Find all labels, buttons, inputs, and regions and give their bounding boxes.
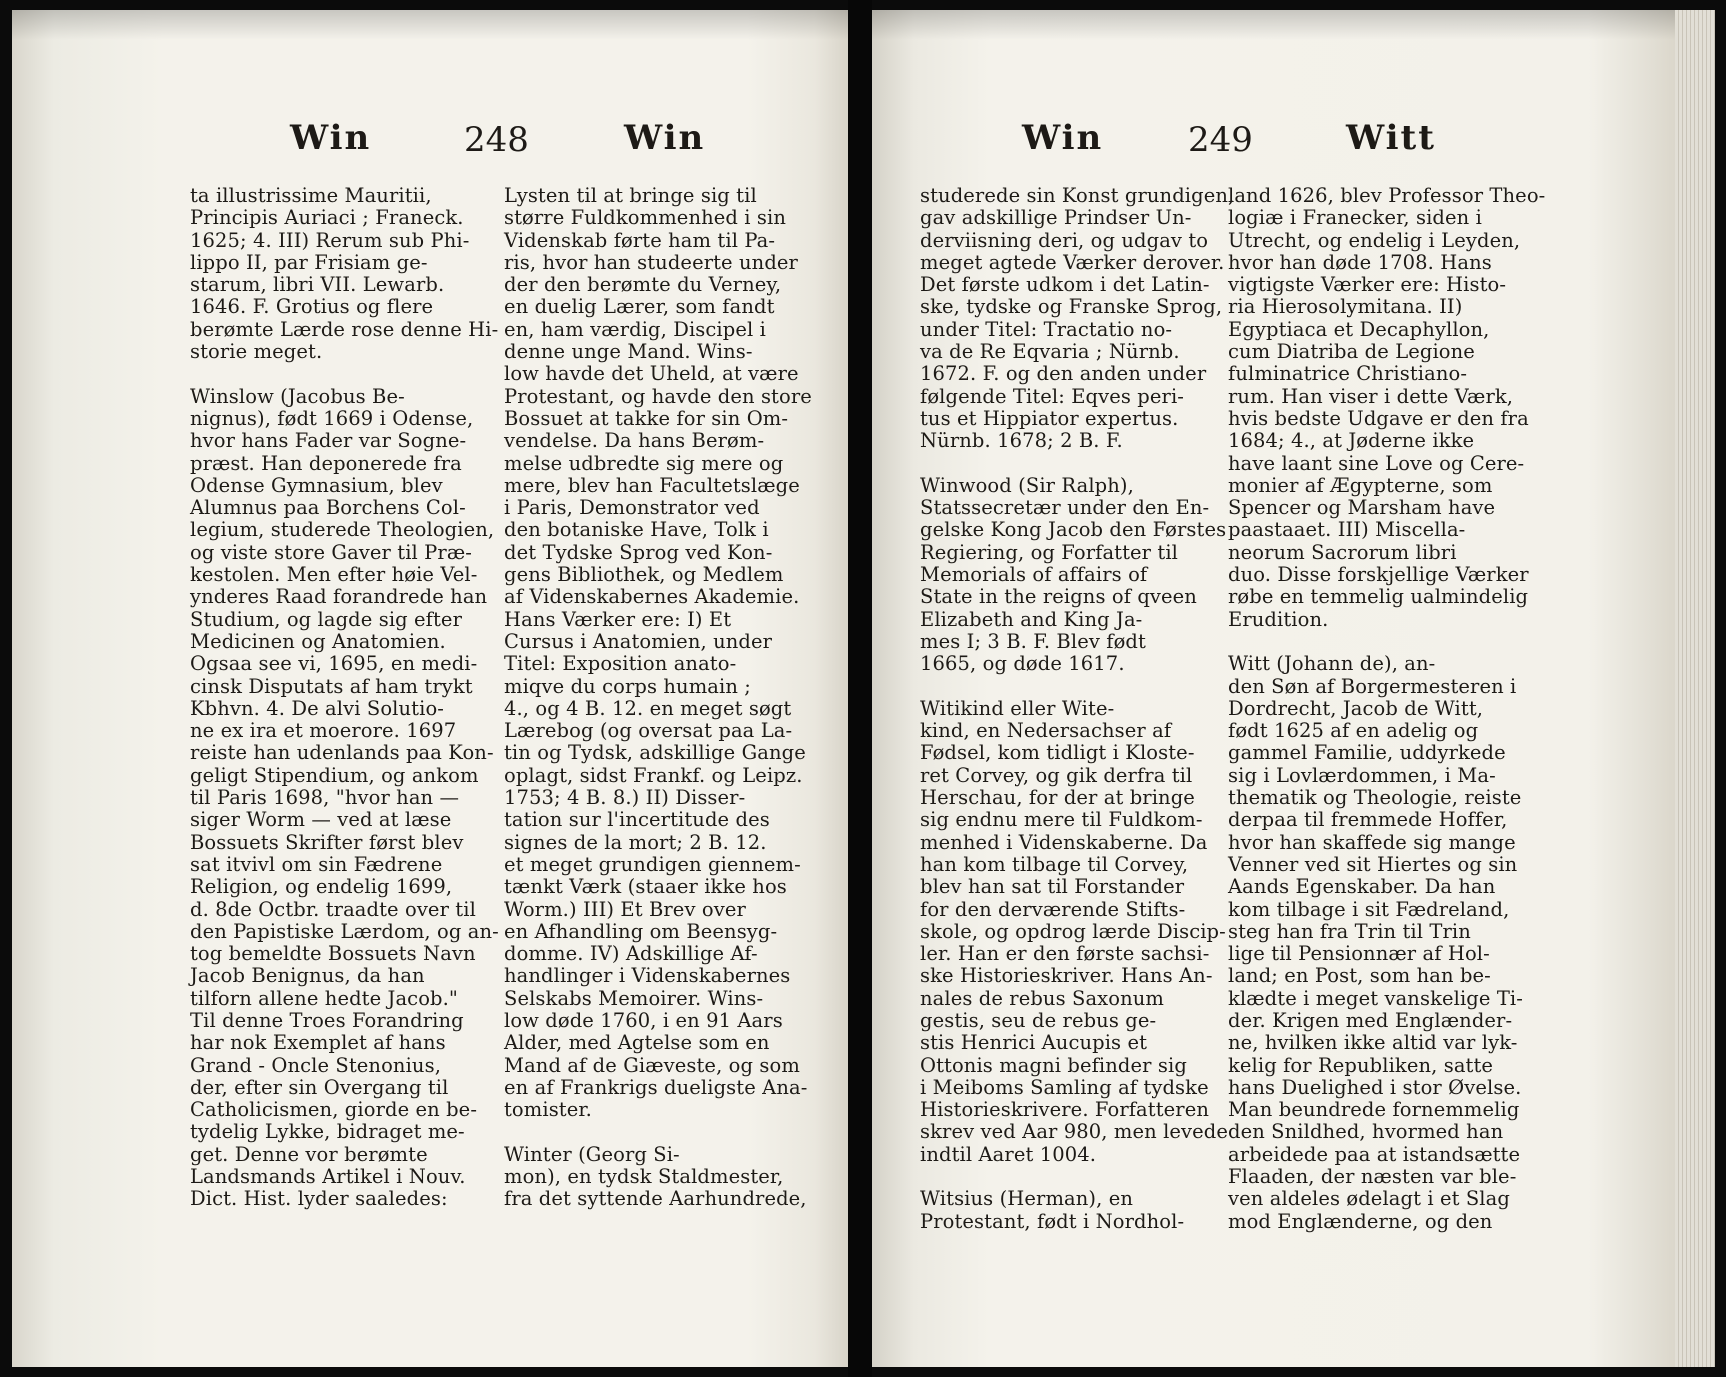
text-line: mes I; 3 B. F. Blev født <box>920 629 1146 653</box>
text-line: ret Corvey, og gik derfra til <box>920 763 1193 787</box>
text-line: Selskabs Memoirer. Wins- <box>504 986 764 1010</box>
text-line: for den derværende Stifts- <box>920 897 1186 921</box>
text-line: Man beundrede fornemmelig <box>1228 1098 1520 1122</box>
text-line: Historieskrivere. Forfatteren <box>920 1098 1210 1122</box>
text-line: lige til Pensionnær af Hol- <box>1228 942 1490 966</box>
text-line: ven aldeles ødelagt i et Slag <box>1228 1187 1510 1211</box>
text-line: gav adskillige Prindser Un- <box>920 206 1192 230</box>
text-column-left <box>920 185 1234 1233</box>
text-line: større Fuldkommenhed i sin <box>504 206 787 230</box>
text-line: fulminatrice Christiano- <box>1228 362 1468 386</box>
text-line: Utrecht, og endelig i Leyden, <box>1228 228 1521 252</box>
text-line: Hans Værker ere: I) Et <box>504 607 732 631</box>
text-line: en Afhandling om Beensyg- <box>504 919 778 943</box>
left-page <box>12 10 848 1367</box>
text-line: ria Hierosolymitana. II) <box>1228 295 1463 319</box>
text-line: cum Diatriba de Legione <box>1228 340 1475 364</box>
text-line: i Paris, Demonstrator ved <box>504 496 760 520</box>
text-line: Titel: Exposition anato- <box>504 652 737 676</box>
text-line: indtil Aaret 1004. <box>920 1142 1097 1166</box>
text-line: steg han fra Trin til Trin <box>1228 919 1471 943</box>
text-line: Bossuet at takke for sin Om- <box>504 406 789 430</box>
text-line: Grand - Oncle Stenonius, <box>190 1053 441 1077</box>
text-line: Cursus i Anatomien, under <box>504 629 773 653</box>
text-line: Worm.) III) Et Brev over <box>504 897 746 921</box>
text-line: fra det syttende Aarhundrede, <box>504 1187 807 1211</box>
text-line: den Papistiske Lærdom, og an- <box>190 919 499 943</box>
text-line: Statssecretær under den En- <box>920 496 1210 520</box>
text-line: den botaniske Have, Tolk i <box>504 518 769 542</box>
text-line: Religion, og endelig 1699, <box>190 875 453 899</box>
text-line: thematik og Theologie, reiste <box>1228 786 1522 810</box>
text-line: et meget grundigen giennem- <box>504 852 801 876</box>
text-line: kind, en Nedersachser af <box>920 719 1172 743</box>
text-line: tilforn allene hedte Jacob." <box>190 986 458 1010</box>
text-line: ler. Han er den første sachsi- <box>920 942 1210 966</box>
text-line: paastaaet. III) Miscella- <box>1228 518 1466 542</box>
text-line: studerede sin Konst grundigen, <box>920 184 1235 207</box>
text-line: hvis bedste Udgave er den fra <box>1228 406 1529 430</box>
text-line: Flaaden, der næsten var ble- <box>1228 1165 1517 1189</box>
text-line: tation sur l'incertitude des <box>504 808 770 832</box>
text-line: Dordrecht, Jacob de Witt, <box>1228 696 1484 720</box>
text-line: der den berømte du Verney, <box>504 273 782 297</box>
text-line: under Titel: Tractatio no- <box>920 317 1173 341</box>
text-line: Alder, med Agtelse som en <box>504 1031 770 1055</box>
text-line: Witt (Johann de), an- <box>1228 652 1436 676</box>
text-line: have laant sine Love og Cere- <box>1228 451 1525 475</box>
text-line: Ottonis magni befinder sig <box>920 1053 1187 1077</box>
text-line: low døde 1760, i en 91 Aars <box>504 1008 783 1032</box>
right-page <box>872 10 1715 1367</box>
text-line: Studium, og lagde sig efter <box>190 607 462 631</box>
text-line: Regiering, og Forfatter til <box>920 540 1179 564</box>
text-line: 4., og 4 B. 12. en meget søgt <box>504 696 792 720</box>
text-line: siger Worm — ved at læse <box>190 808 452 832</box>
text-line: menhed i Videnskaberne. Da <box>920 830 1208 854</box>
text-line: 1665, og døde 1617. <box>920 652 1125 676</box>
text-line: i Meiboms Samling af tydske <box>920 1075 1209 1099</box>
text-line: get. Denne vor berømte <box>190 1142 428 1166</box>
text-line: skole, og opdrog lærde Discip- <box>920 919 1226 943</box>
text-line: Spencer og Marsham have <box>1228 496 1496 520</box>
text-line: Medicinen og Anatomien. <box>190 629 446 653</box>
text-line: tydelig Lykke, bidraget me- <box>190 1120 465 1144</box>
text-line: gammel Familie, uddyrkede <box>1228 741 1506 765</box>
text-line: 1753; 4 B. 8.) II) Disser- <box>504 786 746 810</box>
page-number: 249 <box>1188 120 1253 160</box>
text-line: Bossuets Skrifter først blev <box>190 830 464 854</box>
text-line: Dict. Hist. lyder saaledes: <box>190 1187 448 1211</box>
page-shadow <box>12 10 848 40</box>
running-head-left: Win <box>290 118 372 158</box>
text-line: ne, hvilken ikke altid var lyk- <box>1228 1031 1518 1055</box>
text-line: lippo II, par Frisiam ge- <box>190 250 428 274</box>
text-line: sig i Lovlærdommen, i Ma- <box>1228 763 1496 787</box>
text-line: Winwood (Sir Ralph), <box>920 473 1134 497</box>
text-line: en, ham værdig, Discipel i <box>504 317 766 341</box>
text-line: hvor han døde 1708. Hans <box>1228 250 1492 274</box>
text-line: denne unge Mand. Wins- <box>504 340 753 364</box>
text-line <box>190 363 499 385</box>
text-line: Venner ved sit Hiertes og sin <box>1228 852 1518 876</box>
text-column-left <box>190 185 499 1211</box>
text-line: Aands Egenskaber. Da han <box>1228 875 1496 899</box>
text-line: den Snildhed, hvormed han <box>1228 1120 1504 1144</box>
text-line: derviisning deri, og udgav to <box>920 228 1209 252</box>
text-line: arbeidede paa at istandsætte <box>1228 1142 1521 1166</box>
text-line: af Videnskabernes Akademie. <box>504 585 800 609</box>
text-line: Protestant, født i Nordhol- <box>920 1209 1185 1233</box>
text-line: handlinger i Videnskabernes <box>504 964 791 988</box>
text-line: 1646. F. Grotius og flere <box>190 295 434 319</box>
text-line: Herschau, for der at bringe <box>920 786 1195 810</box>
text-line: ske Historieskriver. Hans An- <box>920 964 1213 988</box>
text-line: skrev ved Aar 980, men levede <box>920 1120 1229 1144</box>
text-line: land; en Post, som han be- <box>1228 964 1491 988</box>
text-line: duo. Disse forskjellige Værker <box>1228 563 1529 587</box>
text-line <box>920 1166 1234 1188</box>
text-line: Lysten til at bringe sig til <box>504 184 757 207</box>
text-line: starum, libri VII. Lewarb. <box>190 273 445 297</box>
text-line <box>504 1121 812 1143</box>
text-line: Jacob Benignus, da han <box>190 964 425 988</box>
text-line: Winter (Georg Si- <box>504 1142 680 1166</box>
text-line: ske, tydske og Franske Sprog, <box>920 295 1223 319</box>
text-line: nales de rebus Saxonum <box>920 986 1165 1010</box>
text-line: følgende Titel: Eqves peri- <box>920 384 1184 408</box>
text-line: Witikind eller Wite- <box>920 696 1115 720</box>
text-line: Lærebog (og oversat paa La- <box>504 719 793 743</box>
text-line: født 1625 af en adelig og <box>1228 719 1479 743</box>
text-line: berømte Lærde rose denne Hi- <box>190 317 499 341</box>
text-line: Witsius (Herman), en <box>920 1187 1134 1211</box>
text-line: og viste store Gaver til Præ- <box>190 540 472 564</box>
text-line: mere, blev han Facultetslæge <box>504 473 800 497</box>
text-line: gestis, seu de rebus ge- <box>920 1008 1157 1032</box>
text-line: den Søn af Borgermesteren i <box>1228 674 1517 698</box>
running-head-left: Win <box>1022 118 1104 158</box>
text-line: rum. Han viser i dette Værk, <box>1228 384 1514 408</box>
text-column-right <box>1228 185 1545 1233</box>
text-line: der, efter sin Overgang til <box>190 1075 449 1099</box>
text-line: en af Frankrigs dueligste Ana- <box>504 1075 808 1099</box>
text-line: hvor hans Fader var Sogne- <box>190 429 467 453</box>
text-line: Elizabeth and King Ja- <box>920 607 1143 631</box>
text-line: cinsk Disputats af ham trykt <box>190 674 473 698</box>
text-line <box>1228 631 1545 653</box>
text-line: ne ex ira et moerore. 1697 <box>190 719 457 743</box>
text-line: det Tydske Sprog ved Kon- <box>504 540 773 564</box>
text-line: ynderes Raad forandrede han <box>190 585 488 609</box>
running-head-right: Witt <box>1346 118 1436 158</box>
text-line: 1684; 4., at Jøderne ikke <box>1228 429 1475 453</box>
text-line <box>920 453 1234 475</box>
text-line: mon), en tydsk Staldmester, <box>504 1165 784 1189</box>
text-line: Landsmands Artikel i Nouv. <box>190 1165 466 1189</box>
text-line: tus et Hippiator expertus. <box>920 406 1179 430</box>
text-line: Til denne Troes Forandring <box>190 1008 464 1032</box>
text-line: præst. Han deponerede fra <box>190 451 462 475</box>
text-line: derpaa til fremmede Hoffer, <box>1228 808 1508 832</box>
text-line: Odense Gymnasium, blev <box>190 473 443 497</box>
text-line: low havde det Uheld, at være <box>504 362 799 386</box>
text-line: Videnskab førte ham til Pa- <box>504 228 776 252</box>
text-line: land 1626, blev Professor Theo- <box>1228 184 1546 207</box>
text-line: en duelig Lærer, som fandt <box>504 295 775 319</box>
text-line: hans Duelighed i stor Øvelse. <box>1228 1075 1522 1099</box>
text-line: Ogsaa see vi, 1695, en medi- <box>190 652 478 676</box>
text-line: legium, studerede Theologien, <box>190 518 495 542</box>
text-line: gens Bibliothek, og Medlem <box>504 563 784 587</box>
text-line: han kom tilbage til Corvey, <box>920 852 1189 876</box>
text-line: hvor han skaffede sig mange <box>1228 830 1516 854</box>
text-line: kestolen. Men efter høie Vel- <box>190 563 478 587</box>
text-line: sig endnu mere til Fuldkom- <box>920 808 1203 832</box>
text-line: har nok Exemplet af hans <box>190 1031 446 1055</box>
text-line: meget agtede Værker derover. <box>920 250 1225 274</box>
text-line: Nürnb. 1678; 2 B. F. <box>920 429 1123 453</box>
text-line: Catholicismen, giorde en be- <box>190 1098 478 1122</box>
text-line: nignus), født 1669 i Odense, <box>190 406 474 430</box>
page-edges <box>1675 10 1715 1367</box>
text-line: Det første udkom i det Latin- <box>920 273 1210 297</box>
text-line: storie meget. <box>190 340 323 364</box>
text-line: 1672. F. og den anden under <box>920 362 1207 386</box>
text-line: melse udbredte sig mere og <box>504 451 784 475</box>
text-line: tænkt Værk (staaer ikke hos <box>504 875 787 899</box>
text-line: Alumnus paa Borchens Col- <box>190 496 466 520</box>
text-line: mod Englænderne, og den <box>1228 1209 1493 1233</box>
text-line: State in the reigns of qveen <box>920 585 1197 609</box>
text-line: geligt Stipendium, og ankom <box>190 763 479 787</box>
text-line: Winslow (Jacobus Be- <box>190 384 405 408</box>
page-shadow <box>872 10 1715 40</box>
text-line: domme. IV) Adskillige Af- <box>504 942 758 966</box>
text-line: tomister. <box>504 1098 592 1122</box>
text-line: ris, hvor han studeerte under <box>504 250 798 274</box>
text-line: logiæ i Franecker, siden i <box>1228 206 1482 230</box>
text-line: der. Krigen med Englænder- <box>1228 1008 1513 1032</box>
text-line: Egyptiaca et Decaphyllon, <box>1228 317 1490 341</box>
text-line: tog bemeldte Bossuets Navn <box>190 942 476 966</box>
text-line: 1625; 4. III) Rerum sub Phi- <box>190 228 470 252</box>
text-line: stis Henrici Aucupis et <box>920 1031 1148 1055</box>
text-line: Fødsel, kom tidligt i Kloste- <box>920 741 1195 765</box>
text-line: Principis Auriaci ; Franeck. <box>190 206 464 230</box>
text-line: klædte i meget vanskelige Ti- <box>1228 986 1523 1010</box>
text-line: monier af Ægypterne, som <box>1228 473 1493 497</box>
text-line: kelig for Republiken, satte <box>1228 1053 1494 1077</box>
text-line: til Paris 1698, "hvor han — <box>190 786 460 810</box>
text-line: va de Re Eqvaria ; Nürnb. <box>920 340 1180 364</box>
text-line: sat itvivl om sin Fædrene <box>190 852 443 876</box>
text-line: oplagt, sidst Frankf. og Leipz. <box>504 763 803 787</box>
text-line: Protestant, og havde den store <box>504 384 812 408</box>
text-line: ta illustrissime Mauritii, <box>190 184 432 207</box>
text-line: d. 8de Octbr. traadte over til <box>190 897 476 921</box>
text-line: signes de la mort; 2 B. 12. <box>504 830 767 854</box>
text-line: neorum Sacrorum libri <box>1228 540 1457 564</box>
text-line: Kbhvn. 4. De alvi Solutio- <box>190 696 444 720</box>
page-number: 248 <box>464 120 529 160</box>
text-line: tin og Tydsk, adskillige Gange <box>504 741 806 765</box>
text-line: vigtigste Værker ere: Histo- <box>1228 273 1507 297</box>
text-line: kom tilbage i sit Fædreland, <box>1228 897 1510 921</box>
text-line <box>920 676 1234 698</box>
text-line: blev han sat til Forstander <box>920 875 1185 899</box>
running-head-right: Win <box>624 118 706 158</box>
text-line: miqve du corps humain ; <box>504 674 751 698</box>
text-column-right <box>504 185 812 1211</box>
text-line: Erudition. <box>1228 607 1329 631</box>
text-line: vendelse. Da hans Berøm- <box>504 429 765 453</box>
text-line: Memorials of affairs of <box>920 563 1148 587</box>
text-line: gelske Kong Jacob den Førstes <box>920 518 1227 542</box>
book-gutter <box>848 0 872 1377</box>
text-line: røbe en temmelig ualmindelig <box>1228 585 1529 609</box>
text-line: Mand af de Giæveste, og som <box>504 1053 800 1077</box>
text-line: reiste han udenlands paa Kon- <box>190 741 494 765</box>
